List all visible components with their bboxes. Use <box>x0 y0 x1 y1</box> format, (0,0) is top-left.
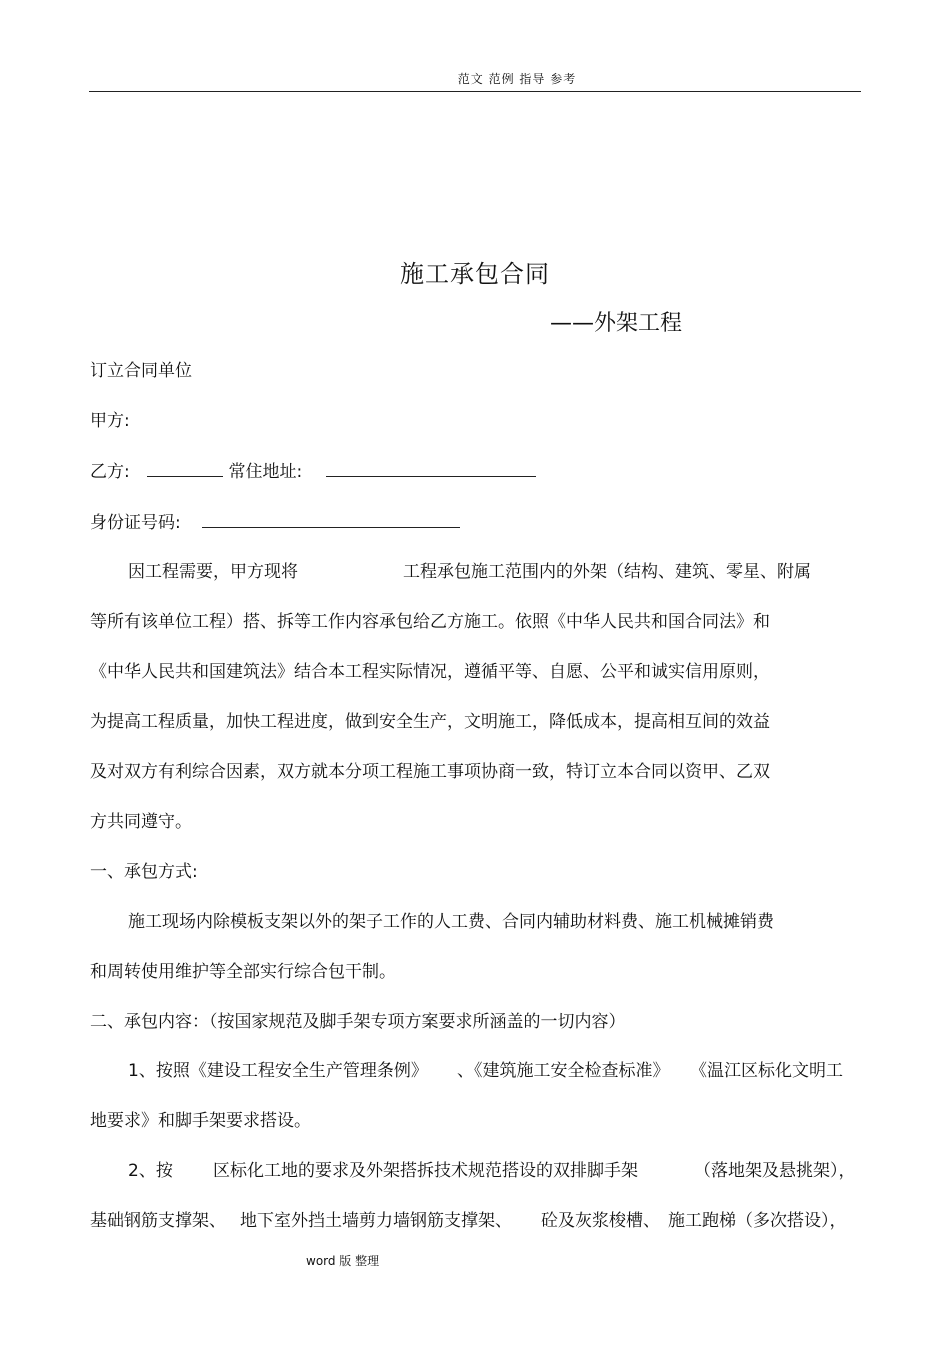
item-1-part-b: 、《建筑施工安全检查标准》 <box>457 1061 670 1081</box>
preamble-line-1b: 工程承包施工范围内的外架（结构、建筑、零星、附属 <box>403 562 811 582</box>
item-2-part-f: 砼及灰浆梭槽、 <box>541 1211 660 1231</box>
section-1-heading: 一、承包方式: <box>90 862 198 882</box>
preamble-line-5: 及对双方有利综合因素，双方就本分项工程施工事项协商一致，特订立本合同以资甲、乙双 <box>90 762 770 782</box>
preamble-line-4: 为提高工程质量，加快工程进度，做到安全生产，文明施工，降低成本，提高相互间的效益 <box>90 712 770 732</box>
party-b-label: 乙方: <box>90 462 130 482</box>
document-title: 施工承包合同 <box>400 260 550 288</box>
item-1-part-c: 《温江区标化文明工 <box>690 1061 843 1081</box>
header-divider <box>89 91 861 92</box>
parties-intro: 订立合同单位 <box>90 361 192 381</box>
id-number-row <box>90 508 460 533</box>
id-number-label: 身份证号码: <box>90 513 181 533</box>
party-b-row <box>90 457 536 482</box>
party-b-blank[interactable] <box>147 462 223 477</box>
item-2-part-c: （落地架及悬挑架）， <box>694 1161 856 1181</box>
item-2-part-b: 区标化工地的要求及外架搭拆技术规范搭设的双排脚手架 <box>213 1161 638 1181</box>
item-1-part-a: 1、按照《建设工程安全生产管理条例》 <box>128 1061 428 1081</box>
item-2-part-a: 2、按 <box>128 1161 173 1181</box>
item-1-part-d: 地要求》和脚手架要求搭设。 <box>90 1111 311 1131</box>
preamble-line-6: 方共同遵守。 <box>90 812 192 832</box>
item-2-part-d: 基础钢筋支撑架、 <box>90 1211 226 1231</box>
preamble-line-3: 《中华人民共和国建筑法》结合本工程实际情况，遵循平等、自愿、公平和诚实信用原则， <box>90 662 770 682</box>
section-1-para-2: 和周转使用维护等全部实行综合包干制。 <box>90 962 396 982</box>
id-number-blank[interactable] <box>202 513 460 528</box>
item-2-part-g: 施工跑梯（多次搭设）， <box>668 1211 847 1231</box>
page-footer: word 版 整理 <box>306 1254 380 1268</box>
page-header: 范文 范例 指导 参考 <box>457 72 577 86</box>
section-2-heading: 二、承包内容：（按国家规范及脚手架专项方案要求所涵盖的一切内容） <box>90 1012 626 1032</box>
section-1-para-1: 施工现场内除模板支架以外的架子工作的人工费、合同内辅助材料费、施工机械摊销费 <box>128 912 774 932</box>
party-a-label: 甲方: <box>90 411 130 431</box>
document-subtitle: ——外架工程 <box>550 311 683 336</box>
preamble-line-1a: 因工程需要，甲方现将 <box>128 562 298 582</box>
preamble-line-2: 等所有该单位工程）搭、拆等工作内容承包给乙方施工。依照《中华人民共和国合同法》和 <box>90 612 770 632</box>
address-label: 常住地址: <box>228 462 303 482</box>
address-blank[interactable] <box>326 462 536 477</box>
item-2-part-e: 地下室外挡土墙剪力墙钢筋支撑架、 <box>240 1211 512 1231</box>
